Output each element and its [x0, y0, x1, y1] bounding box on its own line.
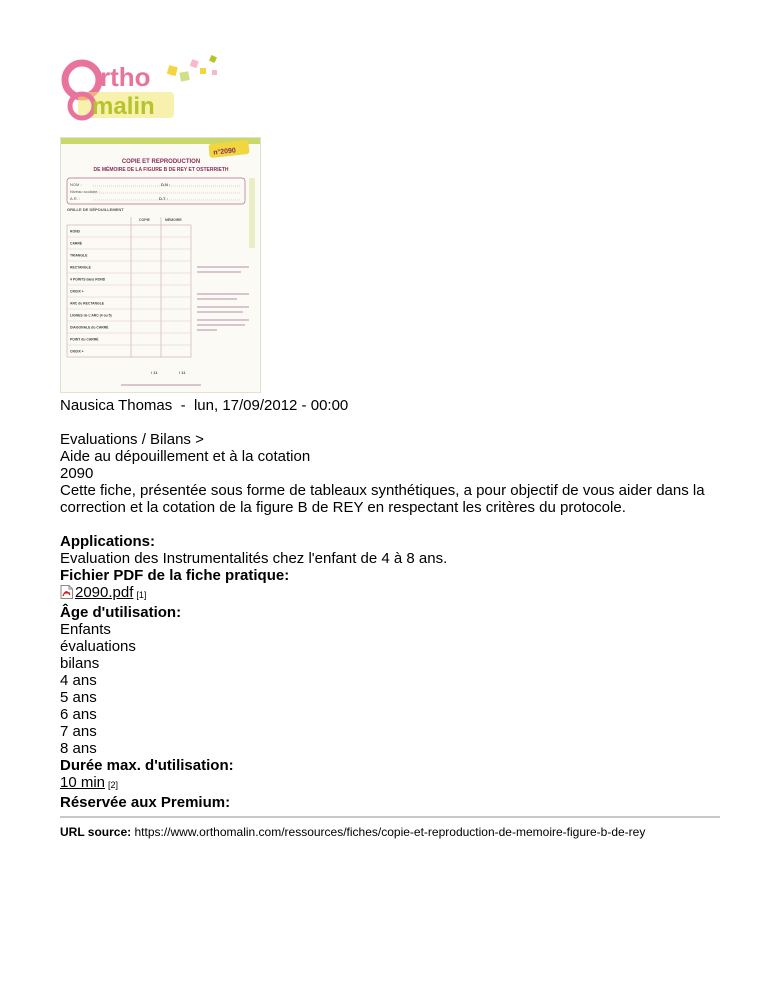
age-value: 8 ans [60, 740, 97, 757]
url-source [60, 824, 720, 840]
thumb-row-label: ARC de RECTANGLE [70, 301, 105, 306]
pdf-file-icon [60, 585, 73, 599]
logo-square [209, 55, 217, 63]
applications-value: Evaluation des Instrumentalités chez l'enfant de 4 à 8 ans. [60, 550, 448, 567]
thumb-row-label: RECTANGLE [70, 265, 91, 270]
fiche-content [60, 397, 720, 840]
thumb-total-memoire: / 11 [179, 370, 186, 375]
thumb-table [67, 217, 191, 357]
thumb-notes [197, 266, 249, 331]
logo-square [167, 65, 178, 76]
post-date: lun, 17/09/2012 - 00:00 [193, 397, 349, 414]
meta-separator: - [180, 397, 186, 414]
logo-line1: rtho [100, 62, 151, 92]
logo-square [179, 71, 189, 81]
thumb-row-label: CROIX + [70, 349, 84, 354]
thumb-row-label: ROND [70, 229, 80, 234]
age-value: 5 ans [60, 689, 97, 706]
fiche-description: Cette fiche, présentée sous forme de tableaux synthétiques, a pour objectif de vous aider dans la correction et la cotation de la figure B de REY en respectant les critères du protocole. [60, 482, 705, 516]
thumb-total-copie: / 11 [151, 370, 158, 375]
fiche-number: 2090 [60, 465, 94, 482]
age-value: évaluations [60, 638, 136, 655]
premium-label: Réservée aux Premium: [60, 794, 231, 811]
thumb-col-copie: COPIE [139, 218, 150, 222]
meta-line [60, 397, 720, 414]
age-value: 6 ans [60, 706, 97, 723]
thumb-badge: n°2090 [212, 147, 237, 157]
thumb-row-label: TRIANGLE [70, 253, 88, 258]
logo-square [190, 59, 199, 68]
pdf-label: Fichier PDF de la fiche pratique: [60, 567, 290, 584]
thumb-row-label: 4 POINTS dans ROND [70, 277, 106, 282]
author: Nausica Thomas [60, 397, 173, 414]
thumb-field-label: Niveau scolaire : [70, 189, 100, 194]
thumb-title-1: COPIE ET REPRODUCTION [121, 159, 201, 165]
thumb-footer-line [121, 384, 201, 386]
orthomalin-logo[interactable] [60, 54, 228, 124]
url-value[interactable]: https://www.orthomalin.com/ressources/fiches/copie-et-reproduction-de-memoire-figure-b-de-rey [134, 825, 646, 839]
logo-line2: malin [92, 93, 155, 120]
thumb-row-label: POINT du CARRÉ [70, 337, 99, 342]
thumb-section: GRILLE DE DÉPOUILLEMENT [67, 207, 124, 212]
subcategory[interactable]: Aide au dépouillement et à la cotation [60, 448, 311, 465]
thumb-row-label: CARRÉ [70, 241, 83, 246]
applications-label: Applications: [60, 533, 156, 550]
category-link[interactable]: Evaluations / Bilans > [60, 431, 204, 448]
thumb-field-label: A.R. : [70, 196, 81, 201]
logo-square [200, 68, 206, 74]
thumb-field-right: D.N : [161, 182, 171, 187]
duration-label: Durée max. d'utilisation: [60, 757, 234, 774]
fiche-thumbnail[interactable] [60, 137, 261, 393]
duration-row [60, 774, 720, 794]
thumb-fields [70, 182, 241, 201]
thumb-field-label: NOM : [70, 182, 82, 187]
logo-graphic [60, 54, 228, 124]
age-label: Âge d'utilisation: [60, 604, 182, 621]
thumb-field-right: D.T : [159, 196, 168, 201]
fiche-preview [61, 138, 261, 393]
url-label: URL source: [60, 825, 132, 839]
duration-ref: [2] [108, 780, 119, 790]
thumb-title-2: DE MÉMOIRE DE LA FIGURE B DE REY ET OSTERRIETH [93, 167, 229, 173]
duration-link[interactable]: 10 min [60, 774, 106, 791]
pdf-ref: [1] [136, 590, 147, 600]
footer-divider [60, 816, 720, 818]
age-value: 4 ans [60, 672, 97, 689]
logo-square [212, 70, 217, 75]
pdf-row [60, 584, 720, 604]
thumb-row-label: DIAGONALE du CARRÉ [70, 325, 109, 330]
thumb-side-label [249, 178, 255, 248]
thumb-row-label: CROIX + [70, 289, 84, 294]
pdf-link[interactable]: 2090.pdf [75, 584, 134, 601]
age-value: Enfants [60, 621, 111, 638]
thumb-row-label: LIGNES de L'ARC (4 ou 5) [70, 313, 112, 318]
age-value: 7 ans [60, 723, 97, 740]
thumb-col-memoire: MÉMOIRE [165, 218, 182, 222]
age-value: bilans [60, 655, 100, 672]
